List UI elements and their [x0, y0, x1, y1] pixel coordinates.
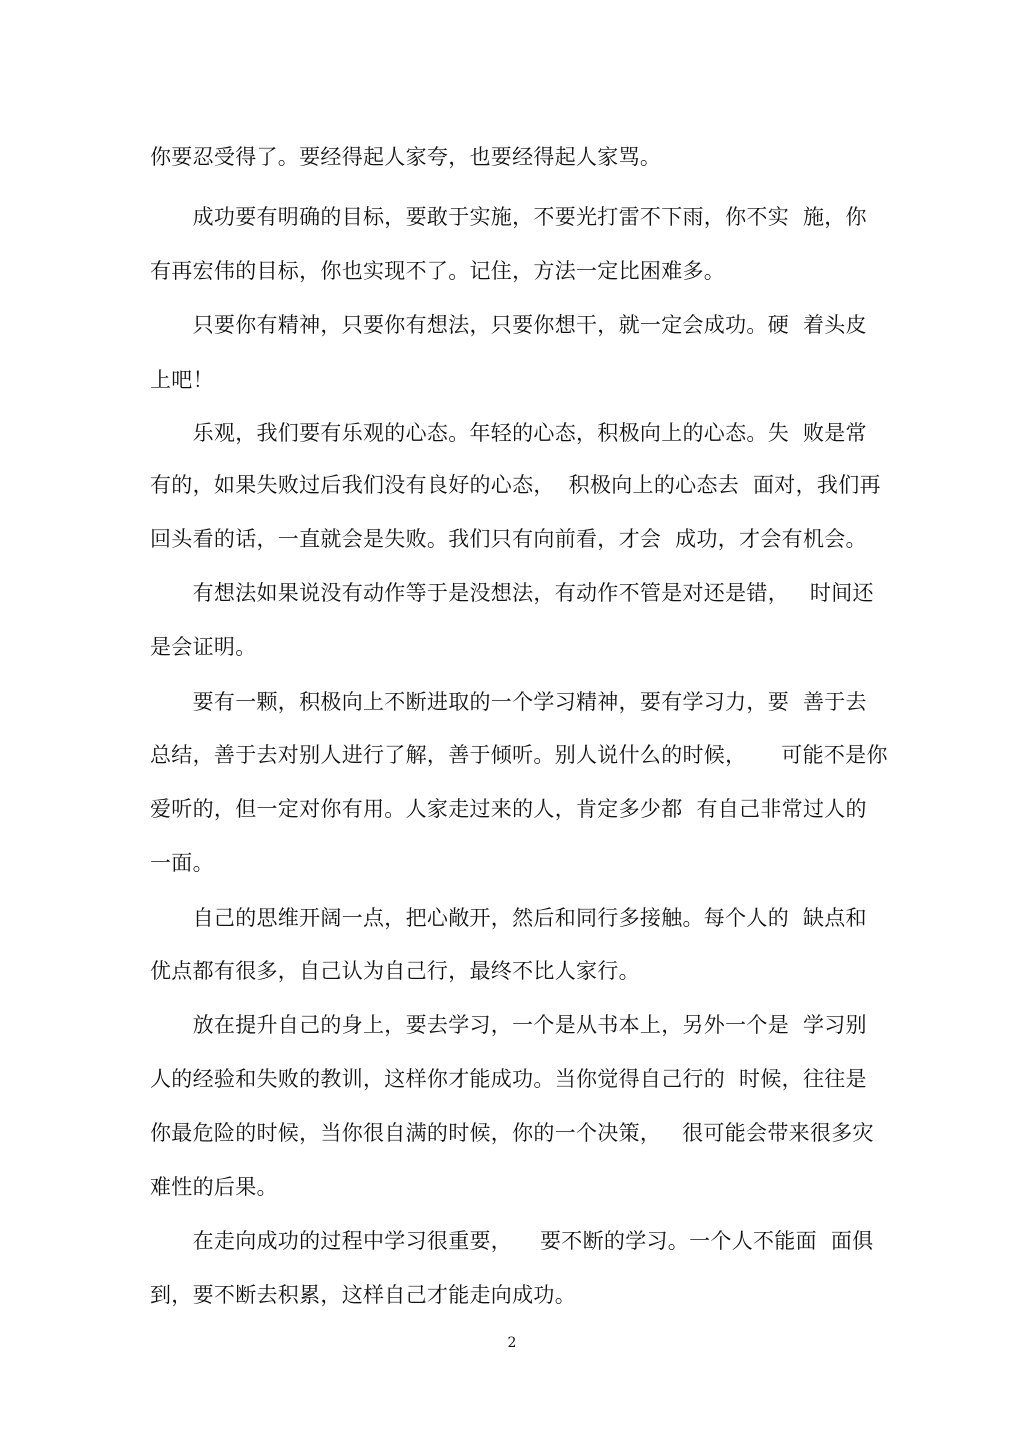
- text-line: 回头看的话，一直就会是失败。我们只有向前看，才会 成功，才会有机会。: [150, 527, 867, 551]
- text-line: 有想法如果说没有动作等于是没想法，有动作不管是对还是错， 时间还: [150, 581, 874, 605]
- text-line: 优点都有很多，自己认为自己行，最终不比人家行。: [150, 959, 640, 983]
- text-line: 在走向成功的过程中学习很重要， 要不断的学习。一个人不能面 面俱: [150, 1229, 874, 1253]
- text-line: 难性的后果。: [150, 1175, 278, 1199]
- text-line: 乐观，我们要有乐观的心态。年轻的心态，积极向上的心态。失 败是常: [150, 421, 867, 445]
- text-line: 是会证明。: [150, 635, 257, 659]
- text-line: 你最危险的时候，当你很自满的时候，你的一个决策， 很可能会带来很多灾: [150, 1121, 874, 1145]
- text-line: 自己的思维开阔一点，把心敞开，然后和同行多接触。每个人的 缺点和: [150, 906, 867, 930]
- text-line: 总结，善于去对别人进行了解，善于倾听。别人说什么的时候， 可能不是你: [150, 743, 888, 767]
- text-line: 放在提升自己的身上，要去学习，一个是从书本上，另外一个是 学习别: [150, 1013, 867, 1037]
- text-line: 一面。: [150, 851, 214, 875]
- text-line: 人的经验和失败的教训，这样你才能成功。当你觉得自己行的 时候，往往是: [150, 1067, 867, 1091]
- text-line: 爱听的，但一定对你有用。人家走过来的人，肯定多少都 有自己非常过人的: [150, 797, 867, 821]
- text-line: 到，要不断去积累，这样自己才能走向成功。: [150, 1283, 576, 1307]
- text-line: 只要你有精神，只要你有想法，只要你想干，就一定会成功。硬 着头皮: [150, 313, 867, 337]
- text-line: 你要忍受得了。要经得起人家夸，也要经得起人家骂。: [150, 145, 662, 169]
- text-line: 要有一颗，积极向上不断进取的一个学习精神，要有学习力，要 善于去: [150, 690, 867, 714]
- text-line: 成功要有明确的目标，要敢于实施，不要光打雷不下雨，你不实 施，你: [150, 205, 867, 229]
- text-line: 有再宏伟的目标，你也实现不了。记住，方法一定比困难多。: [150, 259, 726, 283]
- text-line: 上吧！: [150, 368, 214, 392]
- text-line: 有的，如果失败过后我们没有良好的心态， 积极向上的心态去 面对，我们再: [150, 473, 881, 497]
- page-number: 2: [507, 1335, 517, 1351]
